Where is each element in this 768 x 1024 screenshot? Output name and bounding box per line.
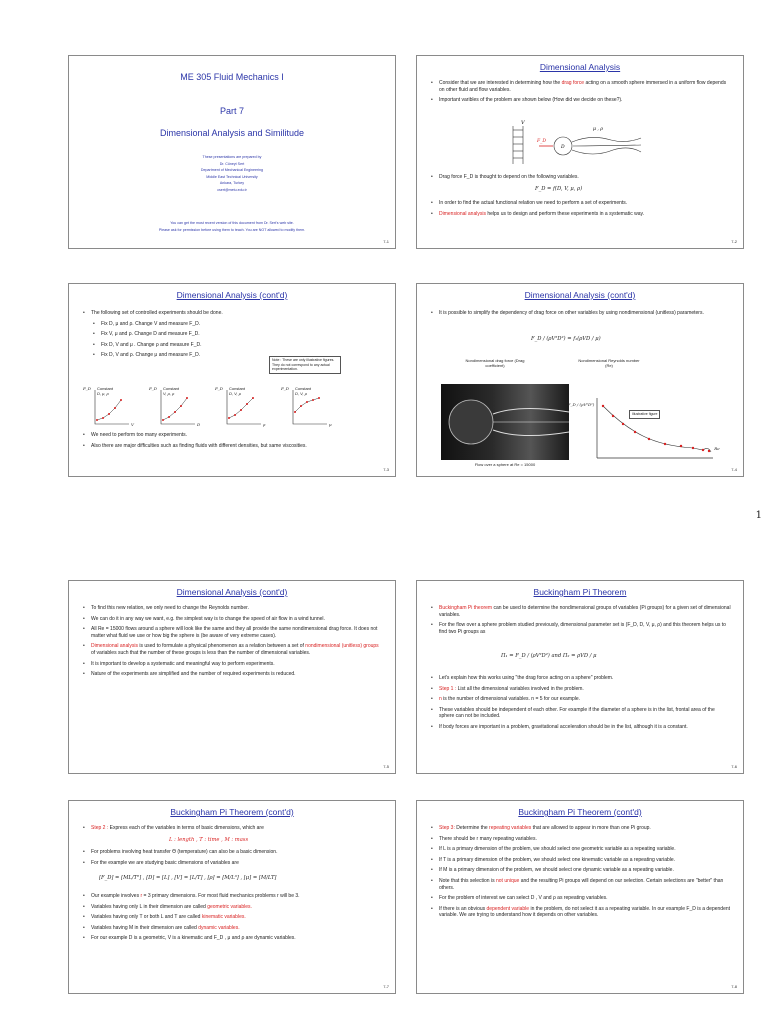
bullet: • Variables having only L in their dimension are called geometric variables.: [83, 904, 383, 911]
usage-notes: You can get the most recent version of this document from Dr. Sert's web site. Please ask for permission before using them to teach. You are NOT allowed to modify them.: [158, 221, 306, 232]
data-point: [168, 416, 170, 418]
data-point: [246, 403, 248, 405]
slide-title: Dimensional Analysis: [539, 62, 621, 72]
data-point: [162, 419, 164, 421]
bullet: • Fix D, μ and ρ. Change V and measure F_D.: [93, 321, 383, 328]
data-point: [102, 417, 104, 419]
bullet-list: [83, 605, 383, 682]
bullet: • We can do it in any way we want, e.g. the simplest way is to change the speed of air flow in a wind tunnel.: [83, 616, 383, 623]
drag-vs-re-plot: [593, 396, 733, 466]
slide-3: [68, 283, 396, 477]
plot-xlabel: D: [197, 422, 201, 427]
bullet: • Step 2 : Express each of the variables in terms of basic dimensions, which are: [83, 825, 383, 832]
bullet-list: [431, 825, 731, 923]
data-point: [240, 409, 242, 411]
bullet: • The following set of controlled experiments should be done.: [83, 310, 383, 317]
slide-title: Dimensional Analysis (cont'd): [524, 290, 636, 300]
slide-8: [416, 800, 744, 994]
equation: F_D / (ρV²D²) = f₁(ρVD / μ): [531, 336, 601, 342]
bullet: • If T is a primary dimension of the problem, we should select one kinematic variable as a repeating variable.: [431, 857, 731, 864]
page-number: 7-2: [731, 239, 737, 244]
bullet: • Fix D, V and μ . Change ρ and measure F_D.: [93, 342, 383, 349]
svg-text:F_D: F_D: [537, 139, 546, 144]
bullet-list: [431, 605, 731, 639]
bullet: • For the flow over a sphere problem studied previously, dimensional parameter set is (F_D, D, V, μ, ρ) and this theorem helps us to find two Pi groups as: [431, 622, 731, 635]
plot-xlabel: V: [131, 422, 134, 427]
bullet: • There should be r many repeating variables.: [431, 836, 731, 843]
bullet: • If body forces are important in a problem, gravitational acceleration should be in the list, although it is a constant.: [431, 724, 731, 731]
bullet-list: [431, 174, 731, 185]
data-point: [114, 407, 116, 409]
bullet: • n is the number of dimensional variables. n = 5 for our example.: [431, 696, 731, 703]
page-number: 7-5: [383, 764, 389, 769]
svg-text:D: D: [561, 145, 565, 150]
bullet: • We need to perform too many experiments.: [83, 432, 383, 439]
page-number: 7-8: [731, 984, 737, 989]
bullet: • Nature of the experiments are simplified and the number of required experiments is reduced.: [83, 671, 383, 678]
page-number: 7-7: [383, 984, 389, 989]
plot-ylabel: F_D: [281, 386, 289, 391]
bullet: • All Re = 15000 flows around a sphere will look like the same and they all provide the same nondimensional drag force. It does not matter what fluid we use or how big the sphere is (be aware of very extreme cases).: [83, 626, 383, 639]
bullet: • Variables having only T or both L and T are called kinematic variables.: [83, 914, 383, 921]
illustrative-note: Note : These are only illustrative figures. They do not correspond to any actual experimentation.: [269, 356, 341, 374]
page-number: 7-1: [383, 239, 389, 244]
bullet: • If there is an obvious dependent variable in the problem, do not select it as a repeating variable. In our example F_D is a dependent variable. We are trying to understand how it depends on other variables.: [431, 906, 731, 919]
plot-ylabel: F_D / (ρV²D²): [567, 402, 595, 407]
bullet: • Dimensional analysis is used to formulate a physical phenomenon as a relation between a set of nondimensional (unitless) groups of variables such that the number of these groups is less than the number of dimensional variables.: [83, 643, 383, 656]
bullet: • To find this new relation, we only need to change the Reynolds number.: [83, 605, 383, 612]
const-label: Constant D, μ, ρ: [97, 386, 114, 396]
data-point: [180, 405, 182, 407]
svg-text:V: V: [521, 120, 525, 126]
data-point: [312, 399, 314, 401]
data-point: [318, 397, 320, 399]
dimension-equation: [F_D] = [ML/T²] , [D] = [L] , [V] = [L/T] , [ρ] = [M/L³] , [μ] = [M/LT]: [99, 875, 277, 881]
bullet: • Also there are major difficulties such as finding fluids with different densities, but same viscosities.: [83, 443, 383, 450]
bullet: • Fix V, μ and ρ. Change D and measure F_D.: [93, 331, 383, 338]
slide-title: Buckingham Pi Theorem (cont'd): [170, 807, 294, 817]
flow-photo: [441, 384, 569, 460]
data-point: [294, 411, 296, 413]
data-point: [96, 419, 98, 421]
bullet: • Important varibles of the problem are shown below (How did we decide on these?).: [431, 97, 731, 104]
data-point: [252, 397, 254, 399]
illustrative-figure-label: Illustrative figure: [629, 410, 660, 419]
svg-text:μ , ρ: μ , ρ: [593, 127, 603, 132]
photo-caption: Flow over a sphere at Re = 15000: [474, 462, 536, 467]
experiment-plot: [83, 384, 145, 428]
bullet-list: [83, 825, 383, 836]
page-marker: 1: [755, 510, 762, 521]
bullet: • These variables should be independent of each other. For example if the diameter of a sphere is in the list, frontal area of the sphere can not be included.: [431, 707, 731, 720]
plot-xlabel: ρ: [263, 422, 266, 427]
plot-ylabel: F_D: [215, 386, 223, 391]
bullet: • Buckingham Pi theorem can be used to determine the nondimensional groups of variables (Pi groups) for a given set of dimensional variables.: [431, 605, 731, 618]
bullet: • Let's explain how this works using "the drag force acting on a sphere" problem.: [431, 675, 731, 682]
bullet: • For the example we are studying basic dimensions of variables are: [83, 860, 383, 867]
topic-title: Dimensional Analysis and Similitude: [159, 128, 305, 138]
page-number: 7-3: [383, 467, 389, 472]
drag-coefficient-label: Nondimensional drag force (Drag coefficient): [465, 358, 525, 368]
bullet-list: [431, 80, 731, 108]
page-number: 7-6: [731, 764, 737, 769]
bullet: • Consider that we are interested in determining how the drag force acting on a smooth sphere immersed in a uniform flow depends on other fluid and flow variables.: [431, 80, 731, 93]
plot-ylabel: F_D: [149, 386, 157, 391]
reynolds-label: Nondimensional Reynolds number (Re): [578, 358, 640, 368]
data-point: [186, 397, 188, 399]
sphere-flow-figure: [501, 118, 651, 168]
plot-xlabel: Re: [714, 446, 720, 451]
bullet: • In order to find the actual functional relation we need to perform a set of experiments.: [431, 200, 731, 207]
const-label: Constant D, V, μ: [229, 386, 246, 396]
bullet: • Step 1 : List all the dimensional variables involved in the problem.: [431, 686, 731, 693]
bullet: • For problems involving heat transfer Θ (temperature) can also be a basic dimension.: [83, 849, 383, 856]
bullet-list: [83, 893, 383, 946]
plot-xlabel: μ: [329, 422, 332, 427]
bullet-list: [431, 310, 731, 321]
bullet: • Dimensional analysis helps us to design and perform these experiments in a systematic way.: [431, 211, 731, 218]
data-point: [228, 417, 230, 419]
slide-title: Dimensional Analysis (cont'd): [176, 290, 288, 300]
bullet-list: [83, 432, 383, 453]
plot-ylabel: F_D: [83, 386, 91, 391]
basic-dimensions: L : length , T : time , M : mass: [169, 837, 249, 843]
bullet: • It is important to develop a systematic and meaningful way to perform experiments.: [83, 661, 383, 668]
bullet: • If M is a primary dimension of the problem, we should select one dynamic variable as a repeating variable.: [431, 867, 731, 874]
data-point: [306, 401, 308, 403]
experiment-plot: [215, 384, 277, 428]
data-point: [108, 413, 110, 415]
bullet-list: [431, 200, 731, 221]
data-point: [174, 411, 176, 413]
bullet: • Our example involves r = 3 primary dimensions. For most fluid mechanics problems r will be 3.: [83, 893, 383, 900]
slide-title: Buckingham Pi Theorem (cont'd): [518, 807, 642, 817]
slide-7: [68, 800, 396, 994]
bullet: • Fix D, V and ρ. Change μ and measure F_D.: [93, 352, 383, 359]
slide-4: [416, 283, 744, 477]
pi-groups-equation: Π₁ = F_D / (ρV²D²) and Π₂ = ρVD / μ: [501, 653, 597, 659]
bullet: • Drag force F_D is thought to depend on the following variables.: [431, 174, 731, 181]
bullet: • Step 3: Determine the repeating variables that are allowed to appear in more than one Pi group.: [431, 825, 731, 832]
slide-5: [68, 580, 396, 774]
bullet-list: [431, 675, 731, 735]
bullet: • For our example D is a geometric, V is a kinematic and F_D , μ and ρ are dynamic variables.: [83, 935, 383, 942]
const-label: Constant V, μ, ρ: [163, 386, 180, 396]
slide-2: [416, 55, 744, 249]
bullet: • If L is a primary dimension of the problem, we should select one geometric variable as a repeating variable.: [431, 846, 731, 853]
bullet: • For the problem of interest we can select D , V and ρ as repeating variables.: [431, 895, 731, 902]
data-point: [300, 405, 302, 407]
equation: F_D = f(D, V, μ, ρ): [535, 186, 583, 192]
bullet-list: [83, 849, 383, 870]
slide-1: [68, 55, 396, 249]
data-point: [120, 399, 122, 401]
bullet: • Note that this selection is not unique and the resulting Pi groups will depend on our selection. Certain selections are "better" than others.: [431, 878, 731, 891]
slide-title: Dimensional Analysis (cont'd): [176, 587, 288, 597]
data-point: [234, 414, 236, 416]
bullet: • It is possible to simplify the dependency of drag force on other variables by using nondimensional (unitless) parameters.: [431, 310, 731, 317]
const-label: Constant D, V, ρ: [295, 386, 312, 396]
experiment-plot: [149, 384, 211, 428]
page-number: 7-4: [731, 467, 737, 472]
course-title: ME 305 Fluid Mechanics I: [180, 72, 284, 82]
bullet: • Variables having M in their dimension are called dynamic variables.: [83, 925, 383, 932]
slide-title: Buckingham Pi Theorem: [533, 587, 627, 597]
slide-6: [416, 580, 744, 774]
experiment-plot: [281, 384, 343, 428]
part-title: Part 7: [219, 106, 244, 116]
credits: These presentations are prepared by Dr. Cüneyt Sert Department of Mechanical Engineering Middle East Technical University Ankara, Turkey csert@metu.edu.tr: [200, 155, 264, 192]
